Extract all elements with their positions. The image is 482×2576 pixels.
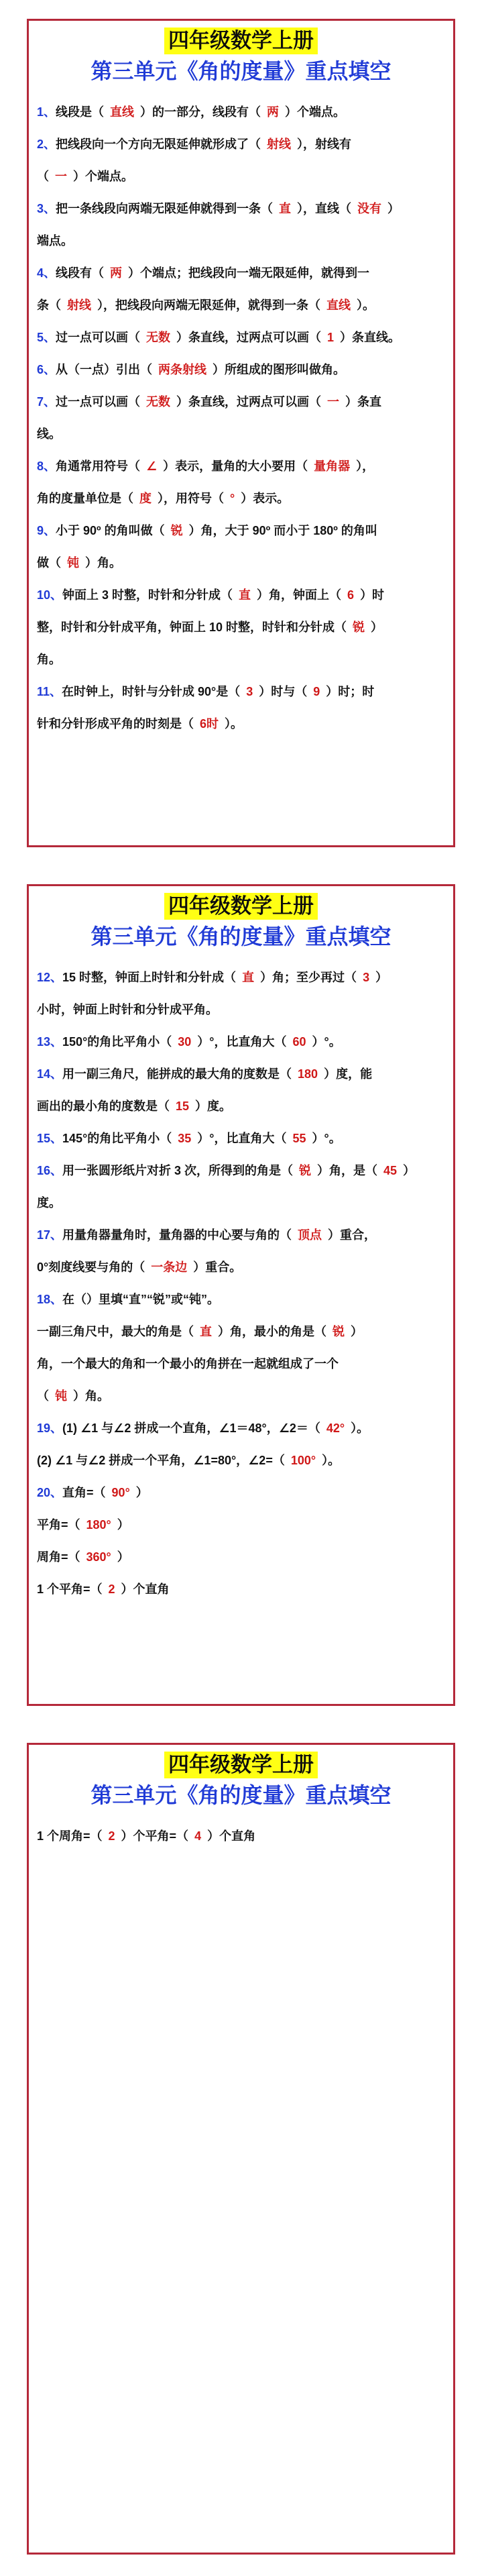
answer: 42°	[320, 1421, 351, 1435]
question-4: 4、线段有（ 两 ）个端点；把线段向一端无限延伸，就得到一 条（ 射线 ），把线段向两端无限延伸，就得到一条（ 直线 ）。	[37, 266, 375, 312]
answer: 3	[240, 685, 259, 698]
answer: 度	[133, 492, 158, 505]
answer: 一	[49, 170, 73, 183]
question-15: 15、145°的角比平角小（ 35 ）°，比直角大（ 55 ）°。	[37, 1132, 341, 1145]
answer: 6时	[194, 717, 225, 731]
sub-title: 第三单元《角的度量》重点填空	[91, 58, 391, 84]
question-20: 20、直角=（ 90° ） 平角=（ 180° ） 周角=（ 360° ） 1 个平角=（ 2 ）个直角	[37, 1486, 170, 1596]
answer: 直	[233, 588, 257, 602]
question-10: 10、钟面上 3 时整，时针和分针成（ 直 ）角，钟面上（ 6 ）时 整，时针和分针成平角，钟面上 10 时整，时针和分针成（ 锐 ） 角。	[37, 588, 385, 666]
answer: 35	[172, 1132, 198, 1145]
question-16: 16、用一张圆形纸片对折 3 次，所得到的角是（ 锐 ）角，是（ 45 ） 度。	[37, 1164, 416, 1210]
answer: 180	[292, 1067, 324, 1081]
answer: 一点	[80, 363, 105, 376]
question-list	[29, 952, 453, 1605]
answer: 90°	[105, 1486, 136, 1499]
answer: 直	[194, 1325, 218, 1338]
question-18: 18、在（）里填“直”“锐”或“钝”。 一副三角尺中，最大的角是（ 直 ）角，最小的角是（ 锐 ） 角，一个最大的角和一个最小的角拼在一起就组成了一个 （ 钝 ）角。	[37, 1293, 363, 1403]
answer: 无数	[140, 395, 177, 409]
page-header	[29, 1745, 453, 1811]
answer: 3	[357, 971, 376, 984]
question-list	[29, 1811, 453, 1852]
question-2: 2、把线段向一个方向无限延伸就形成了（ 射线 ），射线有 （ 一 ）个端点。	[37, 138, 352, 183]
answer: 9	[307, 685, 326, 698]
answer: 钝	[61, 556, 85, 570]
question-list	[29, 87, 453, 740]
answer: 一	[321, 395, 346, 409]
answer: 2	[102, 1829, 121, 1843]
question-17: 17、用量角器量角时，量角器的中心要与角的（ 顶点 ）重合， 0°刻度线要与角的（ 一条边 ）重合。	[37, 1228, 377, 1274]
answer: 1	[321, 331, 341, 344]
answer: ∠	[140, 460, 164, 473]
question-8: 8、角通常用符号（ ∠ ）表示，量角的大小要用（ 量角器 ）， 角的度量单位是（ 度 ），用符号（ ° ）表示。	[37, 460, 375, 505]
worksheet-page-1	[27, 19, 455, 847]
sub-title: 第三单元《角的度量》重点填空	[91, 1782, 391, 1808]
answer: 180°	[80, 1518, 117, 1532]
page-header	[29, 886, 453, 952]
sub-title: 第三单元《角的度量》重点填空	[91, 924, 391, 949]
answer: 锐	[347, 621, 371, 634]
answer: 两	[261, 105, 286, 119]
question-14: 14、用一副三角尺，能拼成的最大角的度数是（ 180 ）度，能 画出的最小角的度数是（ 15 ）度。	[37, 1067, 373, 1113]
answer: 直线	[320, 299, 357, 312]
question-3: 3、把一条线段向两端无限延伸就得到一条（ 直 ），直线（ 没有 ） 端点。	[37, 202, 400, 248]
answer: 射线	[261, 138, 298, 151]
answer: 6	[341, 588, 361, 602]
question-1: 1、线段是（ 直线 ）的一部分，线段有（ 两 ）个端点。	[37, 105, 346, 119]
answer: 锐	[326, 1325, 351, 1338]
question-5: 5、过一点可以画（ 无数 ）条直线，过两点可以画（ 1 ）条直线。	[37, 331, 401, 344]
answer: 顶点	[292, 1228, 328, 1242]
answer: °	[224, 492, 241, 505]
question-19: 19、(1) ∠1 与∠2 拼成一个直角，∠1＝48°，∠2＝（ 42° ）。 (2) ∠1 与∠2 拼成一个平角，∠1=80°，∠2=（ 100° ）。	[37, 1421, 369, 1467]
answer: 两	[104, 266, 129, 280]
answer: 锐	[164, 524, 189, 537]
answer: 锐	[293, 1164, 318, 1177]
main-title: 四年级数学上册	[164, 28, 318, 54]
answer: 一条边	[145, 1260, 194, 1274]
worksheet-page-3	[27, 1743, 455, 2555]
question-7: 7、过一点可以画（ 无数 ）条直线，过两点可以画（ 一 ）条直 线。	[37, 395, 382, 441]
answer: 2	[102, 1582, 121, 1596]
answer: 15	[170, 1099, 196, 1113]
page-header	[29, 21, 453, 87]
answer: 直	[236, 971, 261, 984]
answer: 没有	[351, 202, 388, 215]
answer: 无数	[140, 331, 177, 344]
question-13: 13、150°的角比平角小（ 30 ）°，比直角大（ 60 ）°。	[37, 1035, 341, 1049]
answer: 45	[377, 1164, 404, 1177]
answer: 60	[286, 1035, 312, 1049]
question-6: 6、从（一点）引出（ 两条射线 ）所组成的图形叫做角。	[37, 363, 346, 376]
question-9: 9、小于 90º 的角叫做（ 锐 ）角，大于 90º 而小于 180º 的角叫 做（ 钝 ）角。	[37, 524, 377, 570]
answer: 30	[172, 1035, 198, 1049]
question-21: 1 个周角=（ 2 ）个平角=（ 4 ）个直角	[37, 1829, 256, 1843]
answer: 钝	[49, 1389, 73, 1403]
answer: 55	[286, 1132, 312, 1145]
worksheet-page-2	[27, 884, 455, 1706]
answer: 4	[188, 1829, 208, 1843]
answer: 直	[273, 202, 298, 215]
answer: 100°	[284, 1454, 322, 1467]
answer: 量角器	[308, 460, 357, 473]
question-12: 12、15 时整，钟面上时针和分针成（ 直 ）角；至少再过（ 3 ） 小时，钟面上时针和分针成平角。	[37, 971, 388, 1016]
answer: 两条射线	[152, 363, 213, 376]
main-title: 四年级数学上册	[164, 1752, 318, 1778]
answer: 射线	[61, 299, 97, 312]
main-title: 四年级数学上册	[164, 893, 318, 920]
question-11: 11、在时钟上，时针与分针成 90°是（ 3 ）时与（ 9 ）时；时 针和分针形成平角的时刻是（ 6时 ）。	[37, 685, 375, 731]
answer: 360°	[80, 1550, 117, 1564]
answer: 直线	[104, 105, 141, 119]
